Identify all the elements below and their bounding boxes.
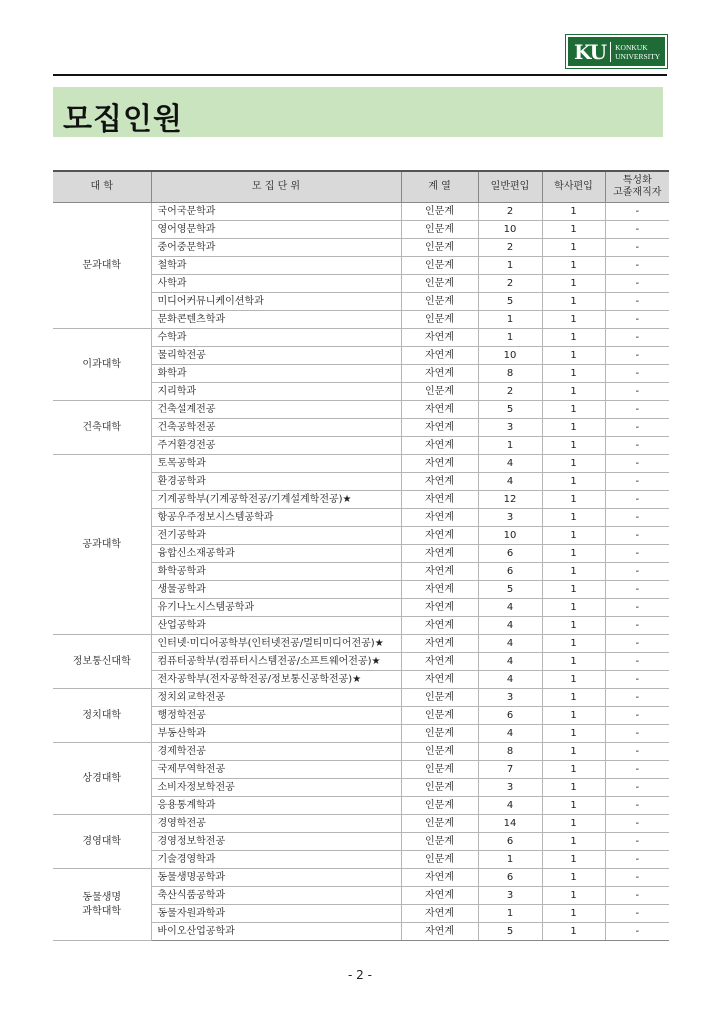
field-cell: 인문계 [401, 779, 478, 797]
table-row [53, 455, 669, 473]
logo-divider [610, 42, 611, 62]
degree-transfer-count: 1 [542, 851, 605, 869]
unit-name: 지리학과 [151, 383, 401, 401]
general-transfer-count: 4 [478, 599, 542, 617]
college-name: 공과대학 [53, 455, 151, 635]
field-cell: 자연계 [401, 581, 478, 599]
special-worker-count: - [605, 725, 669, 743]
degree-transfer-count: 1 [542, 815, 605, 833]
degree-transfer-count: 1 [542, 347, 605, 365]
unit-name: 기계공학부(기계공학전공/기계설계학전공)★ [151, 491, 401, 509]
degree-transfer-count: 1 [542, 419, 605, 437]
unit-name: 국어국문학과 [151, 203, 401, 221]
table-row [53, 743, 669, 761]
field-cell: 인문계 [401, 707, 478, 725]
degree-transfer-count: 1 [542, 653, 605, 671]
field-cell: 자연계 [401, 635, 478, 653]
field-cell: 인문계 [401, 221, 478, 239]
unit-name: 토목공학과 [151, 455, 401, 473]
special-worker-count: - [605, 869, 669, 887]
general-transfer-count: 3 [478, 689, 542, 707]
degree-transfer-count: 1 [542, 689, 605, 707]
field-cell: 인문계 [401, 311, 478, 329]
general-transfer-count: 6 [478, 869, 542, 887]
degree-transfer-count: 1 [542, 707, 605, 725]
special-worker-count: - [605, 923, 669, 941]
special-worker-count: - [605, 653, 669, 671]
special-worker-count: - [605, 563, 669, 581]
college-name: 동물생명 과학대학 [53, 869, 151, 941]
degree-transfer-count: 1 [542, 869, 605, 887]
special-worker-count: - [605, 581, 669, 599]
degree-transfer-count: 1 [542, 455, 605, 473]
special-worker-count: - [605, 797, 669, 815]
field-cell: 자연계 [401, 491, 478, 509]
logo-university-text [615, 43, 660, 61]
degree-transfer-count: 1 [542, 329, 605, 347]
general-transfer-count: 10 [478, 347, 542, 365]
special-worker-count: - [605, 311, 669, 329]
konkuk-university-logo [566, 35, 667, 68]
unit-name: 소비자정보학전공 [151, 779, 401, 797]
header-unit: 모 집 단 위 [151, 171, 401, 203]
logo-ku-text: KU [574, 39, 607, 64]
field-cell: 자연계 [401, 617, 478, 635]
degree-transfer-count: 1 [542, 743, 605, 761]
unit-name: 인터넷·미디어공학부(인터넷전공/멀티미디어전공)★ [151, 635, 401, 653]
unit-name: 응용통계학과 [151, 797, 401, 815]
page-number: - 2 - [348, 968, 372, 982]
general-transfer-count: 1 [478, 905, 542, 923]
field-cell: 자연계 [401, 329, 478, 347]
unit-name: 경영정보학전공 [151, 833, 401, 851]
special-worker-count: - [605, 329, 669, 347]
college-name: 상경대학 [53, 743, 151, 815]
college-name: 정보통신대학 [53, 635, 151, 689]
special-worker-count: - [605, 455, 669, 473]
special-worker-count: - [605, 221, 669, 239]
college-name: 이과대학 [53, 329, 151, 401]
table-row [53, 635, 669, 653]
special-worker-count: - [605, 671, 669, 689]
unit-name: 물리학전공 [151, 347, 401, 365]
unit-name: 경제학전공 [151, 743, 401, 761]
field-cell: 자연계 [401, 509, 478, 527]
general-transfer-count: 5 [478, 581, 542, 599]
field-cell: 인문계 [401, 257, 478, 275]
college-name: 정치대학 [53, 689, 151, 743]
degree-transfer-count: 1 [542, 599, 605, 617]
degree-transfer-count: 1 [542, 923, 605, 941]
degree-transfer-count: 1 [542, 779, 605, 797]
degree-transfer-count: 1 [542, 383, 605, 401]
degree-transfer-count: 1 [542, 509, 605, 527]
general-transfer-count: 4 [478, 671, 542, 689]
field-cell: 자연계 [401, 887, 478, 905]
unit-name: 철학과 [151, 257, 401, 275]
degree-transfer-count: 1 [542, 491, 605, 509]
special-worker-count: - [605, 383, 669, 401]
field-cell: 인문계 [401, 725, 478, 743]
general-transfer-count: 1 [478, 311, 542, 329]
general-transfer-count: 10 [478, 221, 542, 239]
field-cell: 인문계 [401, 689, 478, 707]
field-cell: 인문계 [401, 293, 478, 311]
degree-transfer-count: 1 [542, 401, 605, 419]
field-cell: 자연계 [401, 563, 478, 581]
field-cell: 인문계 [401, 761, 478, 779]
unit-name: 전자공학부(전자공학전공/정보통신공학전공)★ [151, 671, 401, 689]
special-worker-count: - [605, 833, 669, 851]
field-cell: 자연계 [401, 455, 478, 473]
degree-transfer-count: 1 [542, 887, 605, 905]
special-worker-count: - [605, 635, 669, 653]
unit-name: 융합신소재공학과 [151, 545, 401, 563]
degree-transfer-count: 1 [542, 203, 605, 221]
degree-transfer-count: 1 [542, 239, 605, 257]
special-worker-count: - [605, 275, 669, 293]
unit-name: 화학공학과 [151, 563, 401, 581]
degree-transfer-count: 1 [542, 257, 605, 275]
special-worker-count: - [605, 617, 669, 635]
unit-name: 바이오산업공학과 [151, 923, 401, 941]
general-transfer-count: 1 [478, 257, 542, 275]
special-worker-count: - [605, 257, 669, 275]
special-worker-count: - [605, 365, 669, 383]
logo-line1: KONKUK [615, 42, 648, 52]
unit-name: 환경공학과 [151, 473, 401, 491]
unit-name: 경영학전공 [151, 815, 401, 833]
special-worker-count: - [605, 689, 669, 707]
unit-name: 컴퓨터공학부(컴퓨터시스템전공/소프트웨어전공)★ [151, 653, 401, 671]
special-worker-count: - [605, 527, 669, 545]
special-worker-count: - [605, 437, 669, 455]
field-cell: 인문계 [401, 203, 478, 221]
general-transfer-count: 14 [478, 815, 542, 833]
unit-name: 주거환경전공 [151, 437, 401, 455]
special-worker-count: - [605, 761, 669, 779]
degree-transfer-count: 1 [542, 221, 605, 239]
special-worker-count: - [605, 599, 669, 617]
special-worker-count: - [605, 509, 669, 527]
unit-name: 동물자원과학과 [151, 905, 401, 923]
field-cell: 자연계 [401, 599, 478, 617]
special-worker-count: - [605, 779, 669, 797]
general-transfer-count: 3 [478, 509, 542, 527]
degree-transfer-count: 1 [542, 473, 605, 491]
field-cell: 자연계 [401, 437, 478, 455]
special-worker-count: - [605, 419, 669, 437]
field-cell: 인문계 [401, 383, 478, 401]
special-worker-count: - [605, 743, 669, 761]
unit-name: 축산식품공학과 [151, 887, 401, 905]
field-cell: 자연계 [401, 401, 478, 419]
general-transfer-count: 1 [478, 851, 542, 869]
degree-transfer-count: 1 [542, 833, 605, 851]
general-transfer-count: 2 [478, 275, 542, 293]
table-header-row [53, 171, 669, 203]
general-transfer-count: 3 [478, 779, 542, 797]
field-cell: 인문계 [401, 833, 478, 851]
unit-name: 화학과 [151, 365, 401, 383]
general-transfer-count: 12 [478, 491, 542, 509]
page-title: 모집인원 [63, 102, 183, 137]
general-transfer-count: 5 [478, 923, 542, 941]
general-transfer-count: 4 [478, 455, 542, 473]
general-transfer-count: 6 [478, 833, 542, 851]
general-transfer-count: 10 [478, 527, 542, 545]
header-degree-transfer: 학사편입 [542, 171, 605, 203]
logo-line2: UNIVERSITY [615, 51, 661, 61]
unit-name: 영어영문학과 [151, 221, 401, 239]
special-worker-count: - [605, 491, 669, 509]
special-worker-count: - [605, 905, 669, 923]
general-transfer-count: 8 [478, 743, 542, 761]
degree-transfer-count: 1 [542, 761, 605, 779]
degree-transfer-count: 1 [542, 635, 605, 653]
degree-transfer-count: 1 [542, 311, 605, 329]
special-worker-count: - [605, 851, 669, 869]
field-cell: 인문계 [401, 797, 478, 815]
field-cell: 자연계 [401, 347, 478, 365]
unit-name: 건축공학전공 [151, 419, 401, 437]
field-cell: 인문계 [401, 275, 478, 293]
general-transfer-count: 1 [478, 329, 542, 347]
header-general-transfer: 일반편입 [478, 171, 542, 203]
special-worker-count: - [605, 401, 669, 419]
degree-transfer-count: 1 [542, 545, 605, 563]
unit-name: 중어중문학과 [151, 239, 401, 257]
unit-name: 기술경영학과 [151, 851, 401, 869]
header-field: 계 열 [401, 171, 478, 203]
table-row [53, 401, 669, 419]
header-college: 대 학 [53, 171, 151, 203]
degree-transfer-count: 1 [542, 527, 605, 545]
header-rule [53, 74, 667, 76]
field-cell: 자연계 [401, 905, 478, 923]
degree-transfer-count: 1 [542, 437, 605, 455]
field-cell: 자연계 [401, 365, 478, 383]
general-transfer-count: 5 [478, 401, 542, 419]
field-cell: 인문계 [401, 239, 478, 257]
general-transfer-count: 1 [478, 437, 542, 455]
field-cell: 인문계 [401, 743, 478, 761]
general-transfer-count: 4 [478, 797, 542, 815]
special-worker-count: - [605, 293, 669, 311]
degree-transfer-count: 1 [542, 797, 605, 815]
general-transfer-count: 4 [478, 635, 542, 653]
college-name: 건축대학 [53, 401, 151, 455]
field-cell: 자연계 [401, 527, 478, 545]
field-cell: 자연계 [401, 653, 478, 671]
field-cell: 자연계 [401, 869, 478, 887]
special-worker-count: - [605, 815, 669, 833]
field-cell: 자연계 [401, 671, 478, 689]
special-worker-count: - [605, 887, 669, 905]
unit-name: 동물생명공학과 [151, 869, 401, 887]
special-worker-count: - [605, 707, 669, 725]
general-transfer-count: 4 [478, 725, 542, 743]
unit-name: 전기공학과 [151, 527, 401, 545]
field-cell: 자연계 [401, 473, 478, 491]
degree-transfer-count: 1 [542, 581, 605, 599]
degree-transfer-count: 1 [542, 905, 605, 923]
general-transfer-count: 4 [478, 473, 542, 491]
unit-name: 건축설계전공 [151, 401, 401, 419]
field-cell: 인문계 [401, 851, 478, 869]
unit-name: 사학과 [151, 275, 401, 293]
unit-name: 항공우주정보시스템공학과 [151, 509, 401, 527]
general-transfer-count: 5 [478, 293, 542, 311]
title-banner [53, 87, 663, 137]
unit-name: 유기나노시스템공학과 [151, 599, 401, 617]
special-worker-count: - [605, 347, 669, 365]
degree-transfer-count: 1 [542, 293, 605, 311]
unit-name: 문화콘텐츠학과 [151, 311, 401, 329]
unit-name: 행정학전공 [151, 707, 401, 725]
header-special-worker: 특성화 고졸재직자 [605, 171, 669, 203]
field-cell: 자연계 [401, 545, 478, 563]
unit-name: 미디어커뮤니케이션학과 [151, 293, 401, 311]
general-transfer-count: 8 [478, 365, 542, 383]
table-row [53, 869, 669, 887]
field-cell: 자연계 [401, 419, 478, 437]
general-transfer-count: 3 [478, 419, 542, 437]
unit-name: 국제무역학전공 [151, 761, 401, 779]
unit-name: 수학과 [151, 329, 401, 347]
general-transfer-count: 4 [478, 617, 542, 635]
general-transfer-count: 6 [478, 563, 542, 581]
special-worker-count: - [605, 239, 669, 257]
special-worker-count: - [605, 473, 669, 491]
unit-name: 정치외교학전공 [151, 689, 401, 707]
general-transfer-count: 7 [478, 761, 542, 779]
unit-name: 부동산학과 [151, 725, 401, 743]
degree-transfer-count: 1 [542, 563, 605, 581]
degree-transfer-count: 1 [542, 617, 605, 635]
general-transfer-count: 2 [478, 383, 542, 401]
unit-name: 생물공학과 [151, 581, 401, 599]
college-name: 경영대학 [53, 815, 151, 869]
special-worker-count: - [605, 545, 669, 563]
degree-transfer-count: 1 [542, 671, 605, 689]
table-body [53, 203, 669, 941]
general-transfer-count: 6 [478, 707, 542, 725]
general-transfer-count: 3 [478, 887, 542, 905]
degree-transfer-count: 1 [542, 365, 605, 383]
general-transfer-count: 2 [478, 203, 542, 221]
field-cell: 자연계 [401, 923, 478, 941]
field-cell: 인문계 [401, 815, 478, 833]
table-row [53, 689, 669, 707]
college-name: 문과대학 [53, 203, 151, 329]
special-worker-count: - [605, 203, 669, 221]
general-transfer-count: 6 [478, 545, 542, 563]
degree-transfer-count: 1 [542, 725, 605, 743]
degree-transfer-count: 1 [542, 275, 605, 293]
general-transfer-count: 4 [478, 653, 542, 671]
table-row [53, 203, 669, 221]
table-row [53, 815, 669, 833]
table-row [53, 329, 669, 347]
unit-name: 산업공학과 [151, 617, 401, 635]
enrollment-table [53, 170, 669, 941]
general-transfer-count: 2 [478, 239, 542, 257]
